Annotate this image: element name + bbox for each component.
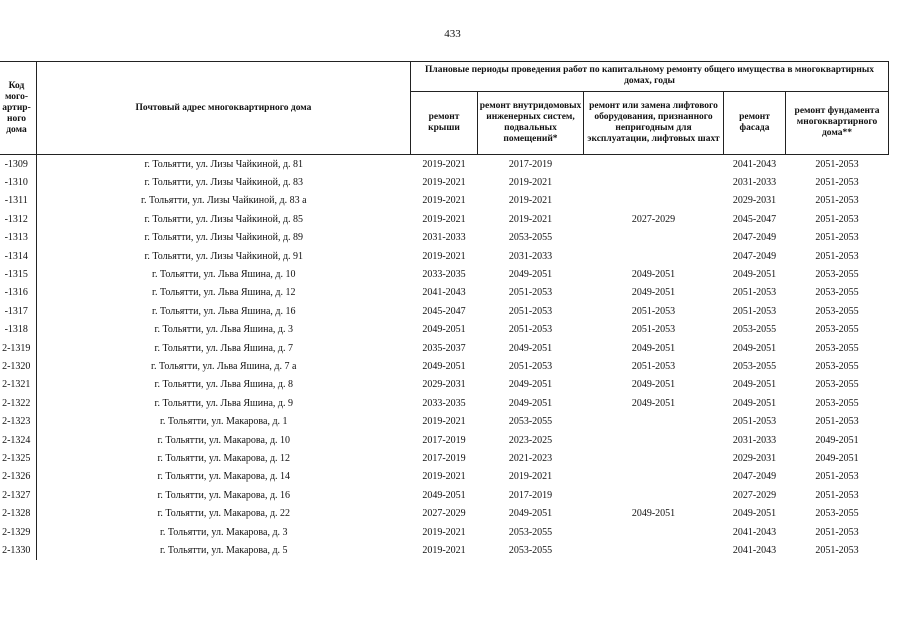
address-cell: г. Тольятти, ул. Макарова, д. 22 [157,508,291,520]
address-cell: г. Тольятти, ул. Лизы Чайкиной, д. 91 [144,250,304,262]
table-row [0,265,889,283]
foundation-period-cell: 2053-2055 [815,379,859,391]
foundation-period-cell: 2049-2051 [815,452,859,464]
facade-period-cell: 2051-2053 [732,287,777,299]
roof-period-cell: 2033-2035 [422,397,466,409]
systems-period-cell: 2049-2051 [508,397,553,409]
header-address: Почтовый адрес многоквартирного дома [37,62,411,155]
elevator-period-cell: 2049-2051 [631,508,676,520]
elevator-period-cell: 2051-2053 [631,305,676,317]
address-cell: г. Тольятти, ул. Лизы Чайкиной, д. 83 [144,177,304,189]
table-row [0,284,889,302]
table-row [0,247,889,265]
roof-period-cell: 2049-2051 [422,489,466,501]
roof-period-cell: 2019-2021 [422,526,466,538]
elevator-period-cell: 2051-2053 [631,360,676,372]
systems-period-cell: 2019-2021 [508,213,553,225]
house-code-cell: 2-1319 [0,339,37,357]
table-row [0,357,889,375]
table-row [0,394,889,412]
elevator-period-cell [584,173,724,191]
facade-period-cell: 2041-2043 [732,526,777,538]
address-cell: г. Тольятти, ул. Макарова, д. 10 [157,434,291,446]
table-row [0,486,889,504]
systems-period-cell: 2049-2051 [508,379,553,391]
table-row [0,192,889,210]
systems-period-cell: 2053-2055 [508,232,553,244]
systems-period-cell: 2017-2019 [508,489,553,501]
foundation-period-cell: 2053-2055 [815,397,859,409]
house-code-cell: -1313 [0,229,37,247]
elevator-period-cell [584,449,724,467]
foundation-period-cell: 2053-2055 [815,508,859,520]
foundation-period-cell: 2051-2053 [815,232,859,244]
house-code-cell: 2-1323 [0,412,37,430]
elevator-period-cell [584,192,724,210]
elevator-period-cell: 2049-2051 [631,379,676,391]
elevator-period-cell [584,431,724,449]
house-code-cell: -1311 [0,192,37,210]
systems-period-cell: 2053-2055 [508,526,553,538]
elevator-period-cell: 2049-2051 [631,342,676,354]
address-cell: г. Тольятти, ул. Макарова, д. 12 [157,452,291,464]
roof-period-cell: 2019-2021 [422,250,466,262]
foundation-period-cell: 2051-2053 [815,489,859,501]
systems-period-cell: 2051-2053 [508,305,553,317]
roof-period-cell: 2049-2051 [422,324,466,336]
facade-period-cell: 2029-2031 [732,452,777,464]
table-row [0,504,889,522]
systems-period-cell: 2019-2021 [508,177,553,189]
systems-period-cell: 2049-2051 [508,508,553,520]
systems-period-cell: 2051-2053 [508,324,553,336]
table-row [0,376,889,394]
address-cell: г. Тольятти, ул. Льва Яшина, д. 9 [154,397,293,409]
elevator-period-cell [584,247,724,265]
header-code: Код мого- артир- ного дома [0,62,37,155]
table-row [0,412,889,430]
foundation-period-cell: 2051-2053 [815,177,859,189]
foundation-period-cell: 2049-2051 [815,434,859,446]
facade-period-cell: 2047-2049 [732,471,777,483]
roof-period-cell: 2035-2037 [422,342,466,354]
address-cell: г. Тольятти, ул. Макарова, д. 16 [157,489,291,501]
facade-period-cell: 2053-2055 [732,360,777,372]
systems-period-cell: 2021-2023 [508,452,553,464]
elevator-period-cell: 2049-2051 [631,287,676,299]
roof-period-cell: 2041-2043 [422,287,466,299]
elevator-period-cell [584,229,724,247]
roof-period-cell: 2045-2047 [422,305,466,317]
header-roof-repair: ремонт крыши [411,91,478,154]
foundation-period-cell: 2051-2053 [815,526,859,538]
table-row [0,523,889,541]
roof-period-cell: 2019-2021 [422,213,466,225]
elevator-period-cell [584,541,724,559]
facade-period-cell: 2041-2043 [732,158,777,170]
address-cell: г. Тольятти, ул. Лизы Чайкиной, д. 85 [144,213,304,225]
table-row [0,321,889,339]
house-code-cell: 2-1322 [0,394,37,412]
roof-period-cell: 2033-2035 [422,269,466,281]
house-code-cell: -1317 [0,302,37,320]
address-cell: г. Тольятти, ул. Макарова, д. 5 [159,544,288,556]
elevator-period-cell [584,468,724,486]
facade-period-cell: 2047-2049 [732,250,777,262]
foundation-period-cell: 2053-2055 [815,305,859,317]
facade-period-cell: 2029-2031 [732,195,777,207]
house-code-cell: 2-1326 [0,468,37,486]
table-row [0,449,889,467]
foundation-period-cell: 2051-2053 [815,471,859,483]
house-code-cell: -1315 [0,265,37,283]
facade-period-cell: 2049-2051 [732,342,777,354]
house-code-cell: -1310 [0,173,37,191]
address-cell: г. Тольятти, ул. Макарова, д. 1 [159,416,288,428]
elevator-period-cell: 2049-2051 [631,269,676,281]
header-elevator-repair: ремонт или замена лифтового оборудования, признанного непригодным для эксплуатации, лифтовых шахт [584,91,724,154]
elevator-period-cell: 2049-2051 [631,397,676,409]
facade-period-cell: 2051-2053 [732,416,777,428]
repair-schedule-table [0,61,889,560]
house-code-cell: 2-1320 [0,357,37,375]
table-row [0,339,889,357]
systems-period-cell: 2049-2051 [508,269,553,281]
roof-period-cell: 2019-2021 [422,416,466,428]
address-cell: г. Тольятти, ул. Льва Яшина, д. 12 [152,287,296,299]
roof-period-cell: 2027-2029 [422,508,466,520]
roof-period-cell: 2019-2021 [422,471,466,483]
roof-period-cell: 2019-2021 [422,544,466,556]
elevator-period-cell: 2051-2053 [631,324,676,336]
address-cell: г. Тольятти, ул. Лизы Чайкиной, д. 83 а [140,195,307,207]
table-body [0,155,889,560]
systems-period-cell: 2049-2051 [508,342,553,354]
foundation-period-cell: 2051-2053 [815,416,859,428]
foundation-period-cell: 2051-2053 [815,250,859,262]
systems-period-cell: 2019-2021 [508,471,553,483]
address-cell: г. Тольятти, ул. Макарова, д. 3 [159,526,288,538]
address-cell: г. Тольятти, ул. Макарова, д. 14 [157,471,291,483]
house-code-cell: 2-1324 [0,431,37,449]
house-code-cell: 2-1330 [0,541,37,559]
elevator-period-cell [584,486,724,504]
address-cell: г. Тольятти, ул. Лизы Чайкиной, д. 89 [144,232,304,244]
house-code-cell: 2-1321 [0,376,37,394]
systems-period-cell: 2053-2055 [508,416,553,428]
facade-period-cell: 2049-2051 [732,508,777,520]
systems-period-cell: 2031-2033 [508,250,553,262]
header-planned-periods: Плановые периоды проведения работ по капитальному ремонту общего имущества в многоквартирных домах, годы [411,62,889,92]
header-foundation-repair: ремонт фундамента многоквартирного дома** [786,91,889,154]
foundation-period-cell: 2051-2053 [815,544,859,556]
roof-period-cell: 2017-2019 [422,452,466,464]
facade-period-cell: 2027-2029 [732,489,777,501]
table-row [0,210,889,228]
foundation-period-cell: 2053-2055 [815,342,859,354]
elevator-period-cell [584,523,724,541]
foundation-period-cell: 2053-2055 [815,287,859,299]
elevator-period-cell [584,155,724,174]
roof-period-cell: 2019-2021 [422,177,466,189]
header-systems-repair: ремонт внутридомовых инженерных систем, подвальных помещений* [478,91,584,154]
table-row [0,229,889,247]
address-cell: г. Тольятти, ул. Льва Яшина, д. 10 [152,269,296,281]
house-code-cell: 2-1325 [0,449,37,467]
facade-period-cell: 2031-2033 [732,434,777,446]
house-code-cell: -1318 [0,321,37,339]
roof-period-cell: 2031-2033 [422,232,466,244]
foundation-period-cell: 2051-2053 [815,195,859,207]
house-code-cell: 2-1329 [0,523,37,541]
systems-period-cell: 2051-2053 [508,360,553,372]
house-code-cell: 2-1327 [0,486,37,504]
systems-period-cell: 2053-2055 [508,544,553,556]
house-code-cell: -1309 [0,155,37,174]
roof-period-cell: 2029-2031 [422,379,466,391]
systems-period-cell: 2023-2025 [508,434,553,446]
table-row [0,155,889,174]
table-row [0,173,889,191]
foundation-period-cell: 2051-2053 [815,213,859,225]
facade-period-cell: 2053-2055 [732,324,777,336]
roof-period-cell: 2017-2019 [422,434,466,446]
elevator-period-cell [584,412,724,430]
systems-period-cell: 2017-2019 [508,158,553,170]
roof-period-cell: 2049-2051 [422,360,466,372]
table-row [0,431,889,449]
elevator-period-cell: 2027-2029 [631,213,676,225]
foundation-period-cell: 2053-2055 [815,269,859,281]
foundation-period-cell: 2053-2055 [815,360,859,372]
address-cell: г. Тольятти, ул. Льва Яшина, д. 8 [154,379,293,391]
facade-period-cell: 2051-2053 [732,305,777,317]
address-cell: г. Тольятти, ул. Льва Яшина, д. 16 [152,305,296,317]
table-row [0,541,889,559]
facade-period-cell: 2041-2043 [732,544,777,556]
header-facade-repair: ремонт фасада [724,91,786,154]
systems-period-cell: 2019-2021 [508,195,553,207]
address-cell: г. Тольятти, ул. Лизы Чайкиной, д. 81 [144,158,304,170]
table-row [0,302,889,320]
facade-period-cell: 2031-2033 [732,177,777,189]
address-cell: г. Тольятти, ул. Льва Яшина, д. 7 а [151,360,297,372]
facade-period-cell: 2049-2051 [732,379,777,391]
facade-period-cell: 2045-2047 [732,213,777,225]
roof-period-cell: 2019-2021 [422,195,466,207]
foundation-period-cell: 2053-2055 [815,324,859,336]
house-code-cell: 2-1328 [0,504,37,522]
foundation-period-cell: 2051-2053 [815,158,859,170]
facade-period-cell: 2049-2051 [732,397,777,409]
table-row [0,468,889,486]
roof-period-cell: 2019-2021 [422,158,466,170]
house-code-cell: -1316 [0,284,37,302]
systems-period-cell: 2051-2053 [508,287,553,299]
facade-period-cell: 2047-2049 [732,232,777,244]
address-cell: г. Тольятти, ул. Льва Яшина, д. 3 [154,324,293,336]
facade-period-cell: 2049-2051 [732,269,777,281]
address-cell: г. Тольятти, ул. Льва Яшина, д. 7 [154,342,293,354]
house-code-cell: -1312 [0,210,37,228]
house-code-cell: -1314 [0,247,37,265]
page-number: 433 [444,28,461,40]
